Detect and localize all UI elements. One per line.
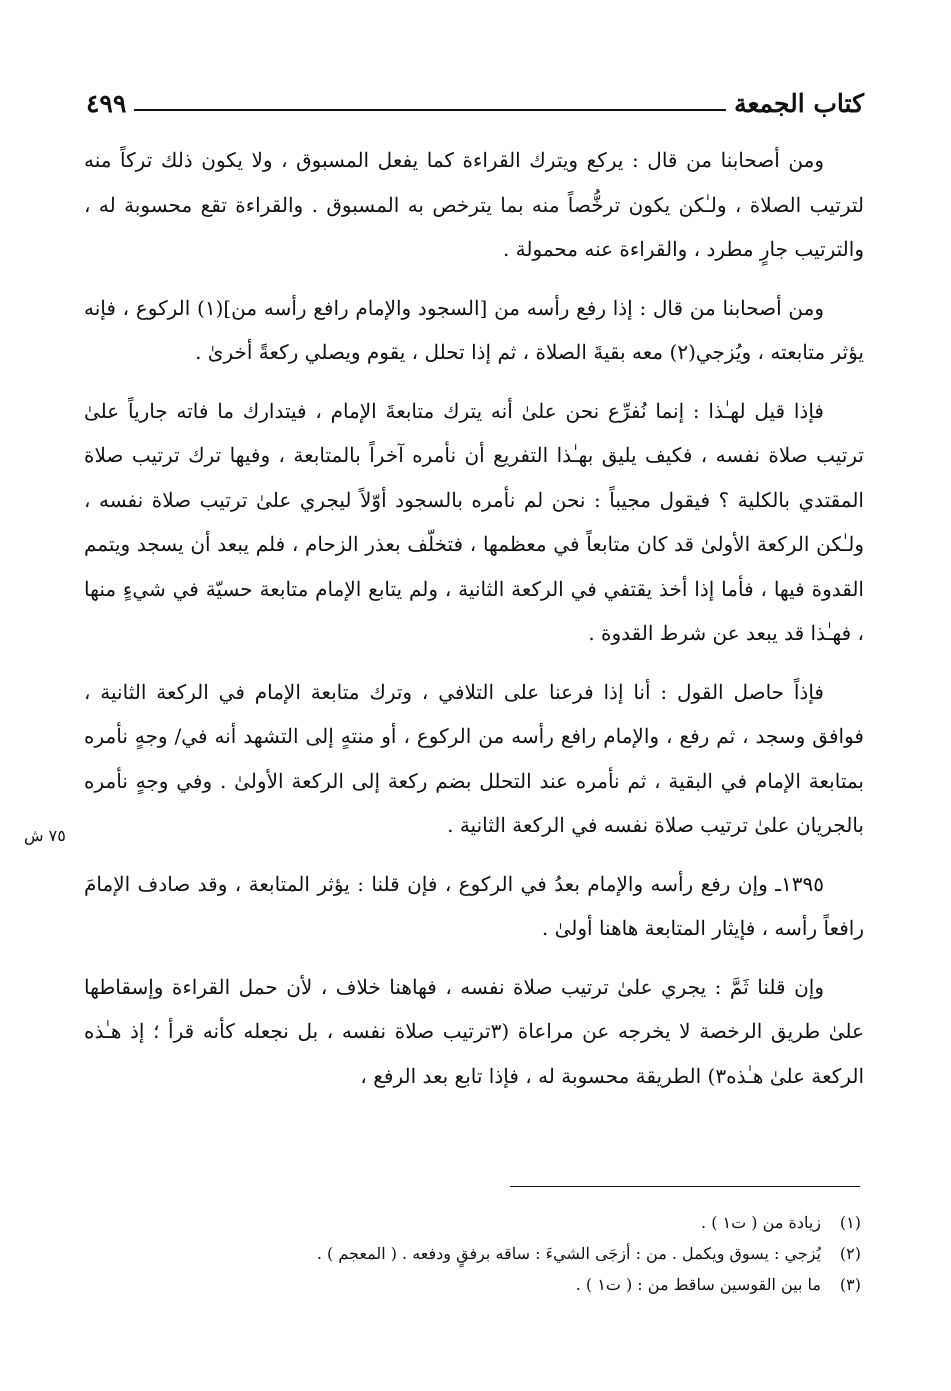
footnote-divider bbox=[510, 1186, 860, 1187]
footnote bbox=[81, 1207, 861, 1238]
page-header bbox=[86, 86, 864, 116]
paragraph: ومن أصحابنا من قال : يركع ويترك القراءة كما يفعل المسبوق ، ولا يكون ذلك تركاً منه لترتيب الصلاة ، ولـٰكن يكون ترخُّصاً منه بما يترخص به المسبوق . والقراءة تقع محسوبة له ، والترتيب جارٍ مطرد ، والقراءة عنه محمولة . bbox=[84, 148, 864, 261]
paragraph: وإن قلنا ثَمَّ : يجري علىٰ ترتيب صلاة نفسه ، فهاهنا خلاف ، لأن حمل القراءة وإسقاطها علىٰ طريق الرخصة لا يخرجه عن مراعاة (٣ترتيب صلاة نفسه ، بل نجعله كأنه قرأ ؛ إذ هـٰذه الركعة علىٰ هـٰذه٣) الطريقة محسوبة له ، فإذا تابع بعد الرفع ، bbox=[84, 974, 864, 1088]
main-text bbox=[84, 138, 864, 1098]
header-rule bbox=[134, 109, 726, 111]
footnote bbox=[81, 1269, 861, 1300]
numbered-paragraph: ١٣٩٥ـ وإن رفع رأسه والإمام بعدُ في الركوع ، فإن قلنا : يؤثر المتابعة ، وقد صادف الإمامَ رافعاً رأسه ، فإيثار المتابعة هاهنا أولىٰ . bbox=[84, 871, 864, 940]
paragraph: فإذا قيل لهـٰذا : إنما نُفرِّع نحن علىٰ أنه يترك متابعةَ الإمام ، فيتدارك ما فاته جارياً علىٰ ترتيب صلاة نفسه ، فكيف يليق بهـٰذا التفريع أن نأمره آخراً بالمتابعة ، وفيها ترك ترتيب صلاة المقتدي بالكلية ؟ فيقول مجيباً : نحن لم نأمره بالسجود أوّلاً ليجري علىٰ ترتيب صلاة نفسه ، ولـٰكن الركعة الأولىٰ قد كان متابعاً في معظمها ، فتخلّف بعذر الزحام ، فلم يبعد أن يسجد ويتمم القدوة فيها ، فأما إذا أخذ يقتفي في الركعة الثانية ، ولم يتابع الإمام متابعة حسيّة في شيءٍ منها ، فهـٰذا قد يبعد عن شرط القدوة . bbox=[84, 398, 864, 645]
footnote-number: (٣) bbox=[839, 1275, 861, 1294]
footnotes bbox=[81, 1207, 861, 1300]
chapter-title: كتاب الجمعة bbox=[734, 89, 864, 118]
footnote-text: زيادة من ( ت١ ) . bbox=[701, 1213, 821, 1232]
page-number: ٤٩٩ bbox=[86, 89, 127, 118]
footnote-number: (٢) bbox=[839, 1244, 861, 1263]
manuscript-folio-note: ٧٥ ش bbox=[24, 826, 66, 845]
footnote-number: (١) bbox=[839, 1213, 861, 1232]
footnote bbox=[81, 1238, 861, 1269]
footnote-text: يُزجي : يسوق ويكمل . من : أزجَى الشيءَ : ساقه برفقٍ ودفعه . ( المعجم ) . bbox=[316, 1244, 821, 1263]
footnote-text: ما بين القوسين ساقط من : ( ت١ ) . bbox=[575, 1275, 821, 1294]
paragraph: ومن أصحابنا من قال : إذا رفع رأسه من [السجود والإمام رافع رأسه من](١) الركوع ، فإنه يؤثر متابعته ، ويُزجي(٢) معه بقيةَ الصلاة ، ثم إذا تحلل ، يقوم ويصلي ركعةً أخرىٰ . bbox=[84, 295, 864, 364]
paragraph: فإذاً حاصل القول : أنا إذا فرعنا على التلافي ، وترك متابعة الإمام في الركعة الثانية ، فوافق وسجد ، ثم رفع ، والإمام رافع رأسه من الركوع ، أو منتهٍ إلى التشهد أنه في/ وجهٍ نأمره بمتابعة الإمام في البقية ، ثم نأمره عند التحلل بضم ركعة إلى الركعة الأولىٰ . وفي وجهٍ نأمره بالجريان علىٰ ترتيب صلاة نفسه في الركعة الثانية . bbox=[84, 679, 864, 837]
